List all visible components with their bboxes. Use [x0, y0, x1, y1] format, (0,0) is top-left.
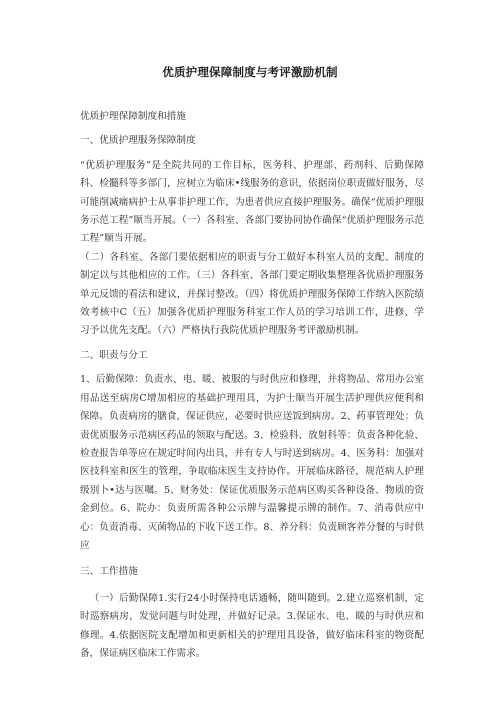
heading-guarantee-system: 一、优质护理服务保障制度 [80, 135, 196, 147]
section-heading-main: 优质护理保障制度和措施 [80, 111, 187, 122]
paragraph-work-measures: （一）后勤保障1.实行24小时保持电话通畅，随叫随到。2.建立巡察机制，定时巡察病房，发觉问题与时处理，并做好记录。3.保证水、电、暖的与时供应和修理。4.依据医院支配增加和更新相关的护理用具设备，做好临床科室的物资配备，保证病区临床工作需求。 [80, 592, 424, 659]
paragraph-guarantee-measures: （二）各科室、各部门要依据相应的职责与分工做好本科室人员的支配、制度的制定以与其他相应的工作。（三）各科室、各部门要定期收集整理各优质护理服务单元反馈的看法和建议，并探讨整改。（四）将优质护理服务保障工作纳入医院绩效考核中C（五）加强各优质护理服务科室工作人员的学习培训工作，进修、学习予以优先支配。（六）严格执行我院优质护理服务考评激励机制。 [80, 251, 424, 337]
heading-duties: 二、职责与分工 [80, 349, 148, 361]
paragraph-duties: 1、后勤保障：负责水、电、暖、被服的与时供应和修理，并将物品、常用办公室用品送至病房C增加相应的基础护理用具，为护士顺当开展生活护理供应便利和保障。负责病房的膳食，保证供应，必要时供应送饭到病房。2、药事管理处：负责优质服务示范病区药品的领取与配送。3、检验科、放射科等：负责各种化验、检查报告单等应在规定时间内出具，并有专人与时送到病房。4、医务科：加强对医技科室和医生的管理，争取临床医生支持协作。开展临床路径，规范病人护理级别卜•达与医嘱。5、财务处：保证优质服务示范病区购买各种设备、物质的资金到位。6、院办：负责所需各种公示牌与温馨提示牌的制作。7、消毒供应中心：负责消毒、灭菌物品的下收下送工作。8、养分科：负责顾客养分餐的与时供应 [80, 374, 424, 551]
paragraph-guarantee-goal: “优质护理服务”是全院共同的工作目标，医务科、护理部、药剂科、后勤保障科、检髓科等多部门，应树立为临床•线服务的意识，依据岗位职责做好服务，尽可能削减痛病护士从事非护理工作，为患者供应直接护理服务。确保“优质护理服务示范工程”顺当开展。（一）各科室、各部门要协同协作确保“优质护理服务示范工程”顺当开展。 [80, 159, 424, 245]
document-body [80, 108, 424, 663]
page-title: 优质护理保障制度与考评激励机制 [162, 65, 338, 79]
heading-work-measures: 三、工作措施 [80, 566, 138, 578]
